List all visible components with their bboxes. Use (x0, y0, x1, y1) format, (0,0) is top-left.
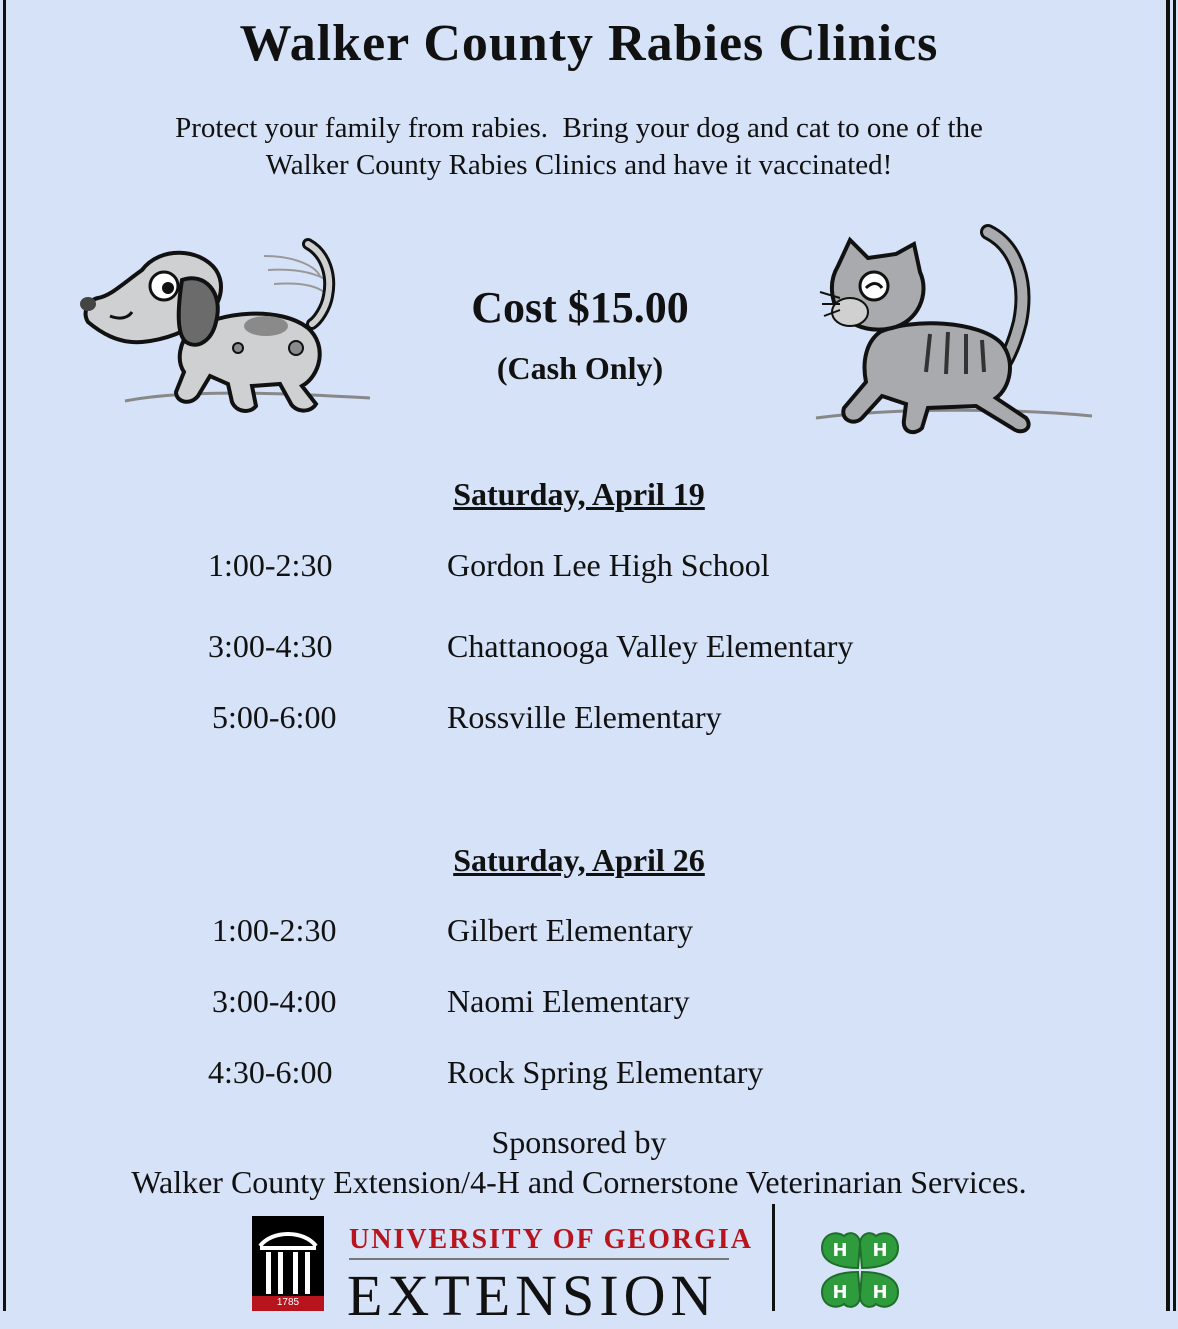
clinic-location: Rossville Elementary (447, 699, 722, 735)
clinic-time: 5:00-6:00 (212, 699, 337, 735)
four-h-clover-icon (812, 1228, 908, 1311)
clinic-location: Rock Spring Elementary (447, 1054, 764, 1090)
uga-name: UNIVERSITY OF GEORGIA (349, 1224, 753, 1255)
intro-line-1: Protect your family from rabies. Bring your dog and cat to one of the (175, 112, 983, 144)
logo-divider (772, 1204, 775, 1311)
clinic-location: Gordon Lee High School (447, 547, 770, 583)
cost-payment-note: (Cash Only) (496, 350, 664, 386)
clinic-location: Chattanooga Valley Elementary (447, 628, 854, 664)
cat-illustration (810, 222, 1100, 442)
dog-illustration (80, 236, 380, 426)
page-border-right (1166, 0, 1176, 1311)
clinic-time: 4:30-6:00 (208, 1054, 333, 1090)
clinic-time: 1:00-2:30 (212, 912, 337, 948)
intro-line-2: Walker County Rabies Clinics and have it vaccinated! (265, 149, 893, 181)
page-title: Walker County Rabies Clinics (239, 15, 939, 72)
uga-extension-wordmark: EXTENSION (347, 1263, 718, 1328)
uga-year: 1785 (276, 1297, 300, 1308)
clover-letter: H (832, 1240, 848, 1261)
clover-letter: H (832, 1282, 848, 1303)
clinic-time: 3:00-4:00 (212, 983, 337, 1019)
clover-letter: H (872, 1282, 888, 1303)
day-heading: Saturday, April 26 (453, 842, 705, 878)
clinic-time: 1:00-2:30 (208, 547, 333, 583)
clinic-location: Naomi Elementary (447, 983, 690, 1019)
clinic-time: 3:00-4:30 (208, 628, 333, 664)
day-heading: Saturday, April 19 (453, 476, 705, 512)
page-border-left (0, 0, 6, 1311)
intro-text (0, 110, 1158, 184)
clinic-location: Gilbert Elementary (447, 912, 694, 948)
clover-letter: H (872, 1240, 888, 1261)
uga-arch-logo (252, 1216, 324, 1311)
uga-divider-line (349, 1258, 729, 1260)
cost-price: Cost $15.00 (471, 283, 689, 332)
sponsored-by-label: Sponsored by (491, 1124, 667, 1160)
sponsor-names: Walker County Extension/4-H and Cornerstone Veterinarian Services. (131, 1164, 1027, 1200)
